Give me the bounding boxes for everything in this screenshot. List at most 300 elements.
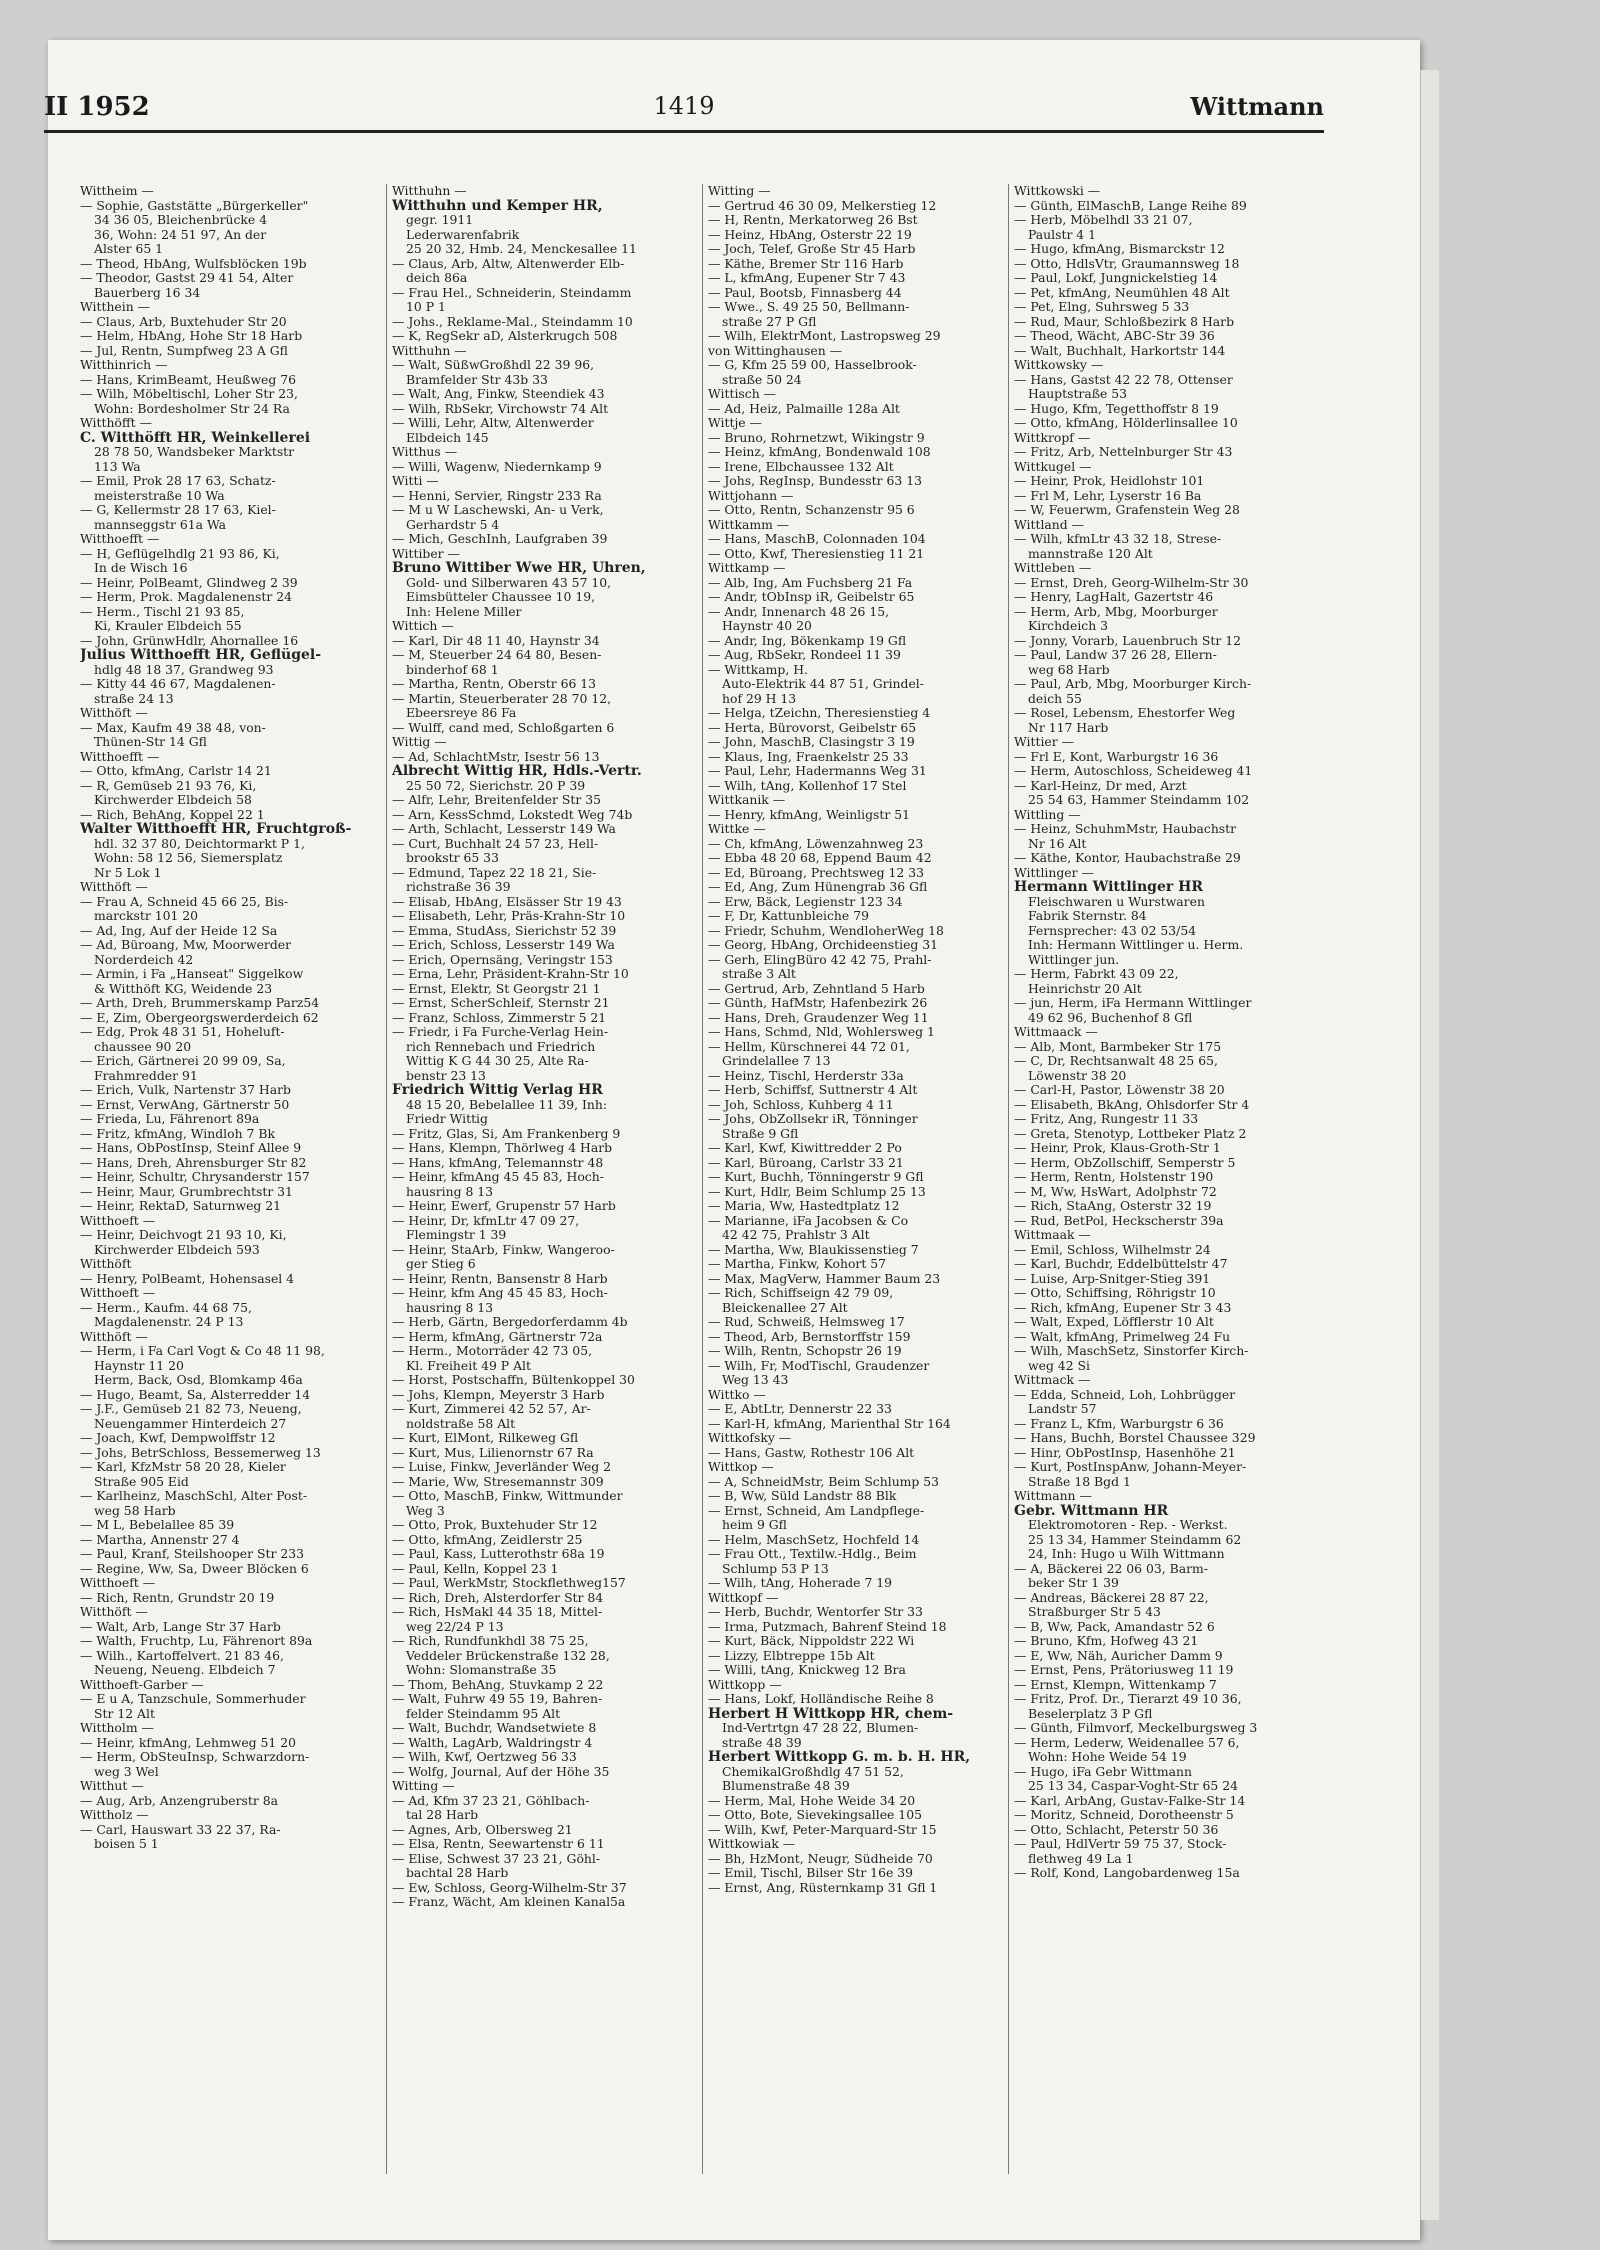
directory-line: Kirchwerder Elbdeich 593 [94,1242,260,1257]
directory-line: — Karl-Heinz, Dr med, Arzt [1014,778,1187,793]
directory-line: meisterstraße 10 Wa [94,488,225,503]
directory-line: — Herm, kfmAng, Gärtnerstr 72a [392,1329,603,1344]
directory-line: Wittiber — [392,546,460,561]
directory-line: — Heinr, StaArb, Finkw, Wangeroo- [392,1242,615,1257]
directory-line: bachtal 28 Harb [406,1866,509,1880]
directory-line: Witti — [392,474,439,488]
directory-line: — Irene, Elbchaussee 132 Alt [708,459,894,474]
directory-line: — Frl M, Lehr, Lyserstr 16 Ba [1014,488,1202,503]
directory-line: — Arth, Dreh, Brummerskamp Parz54 [80,996,320,1010]
directory-line: — Johs., Reklame-Mal., Steindamm 10 [392,314,633,329]
directory-line: — Walt, Arb, Lange Str 37 Harb [80,1619,281,1634]
directory-line: — Heinz, HbAng, Osterstr 22 19 [708,227,912,242]
directory-line: — Henry, kfmAng, Weinligstr 51 [708,807,911,822]
directory-line: — Paul, WerkMstr, Stockflethweg157 [392,1576,626,1590]
directory-line: — Herm., Tischl 21 93 85, [80,604,245,619]
directory-line: Neueng, Neueng. Elbdeich 7 [94,1663,276,1677]
directory-line: — Rud, Schweiß, Helmsweg 17 [708,1315,905,1329]
directory-line: — Rich, BehAng, Koppel 22 1 [80,807,265,822]
directory-line: — Karl, Büroang, Carlstr 33 21 [708,1155,904,1170]
directory-line: Wittkropf — [1014,430,1091,445]
directory-line: — Elisabeth, BkAng, Ohlsdorfer Str 4 [1014,1097,1250,1112]
directory-line: hdlg 48 18 37, Grandweg 93 [94,662,274,677]
directory-line: Witthöfft — [80,416,152,430]
directory-line: 25 54 63, Hammer Steindamm 102 [1028,793,1250,807]
directory-line: Frahmredder 91 [94,1068,198,1083]
directory-line: Grindelallee 7 13 [722,1054,831,1068]
directory-line: — M, Ww, HsWart, Adolphstr 72 [1014,1184,1217,1199]
directory-line: — Frl E, Kont, Warburgstr 16 36 [1014,749,1219,764]
directory-line: — Friedr, i Fa Furche-Verlag Hein- [392,1025,609,1039]
directory-line: — Herm, Prok. Magdalenenstr 24 [80,590,293,604]
directory-line: deich 55 [1028,691,1082,706]
directory-line: — jun, Herm, iFa Hermann Wittlinger [1014,996,1252,1010]
directory-line: Straße 9 Gfl [722,1126,799,1141]
directory-line: — Günth, ElMaschB, Lange Reihe 89 [1014,198,1247,213]
directory-line: Wittkamp — [708,561,786,575]
directory-line: — B, Ww, Süld Landstr 88 Blk [708,1489,897,1503]
directory-line: — Ebba 48 20 68, Eppend Baum 42 [708,851,932,865]
directory-line: hdl. 32 37 80, Deichtormarkt P 1, [94,836,305,851]
directory-line: — G, Kfm 25 59 00, Hasselbrook- [708,358,917,372]
directory-line: Weg 13 43 [722,1373,789,1387]
directory-line: beker Str 1 39 [1028,1576,1119,1590]
directory-line: — Gertrud, Arb, Zehntland 5 Harb [708,981,925,996]
directory-line: — Aug, Arb, Anzengruberstr 8a [80,1793,279,1808]
directory-line: — Herm, Mal, Hohe Weide 34 20 [708,1793,916,1808]
directory-line: — Walt, kfmAng, Primelweg 24 Fu [1014,1329,1231,1344]
directory-line: — Andr, tObInsp iR, Geibelstr 65 [708,590,915,604]
directory-line: Witting — [708,184,771,198]
directory-line: Bramfelder Str 43b 33 [406,372,548,387]
directory-line: — Wittkamp, H. [708,662,808,677]
directory-line: 28 78 50, Wandsbeker Marktstr [94,445,295,459]
directory-line: — Herb, Buchdr, Wentorfer Str 33 [708,1605,923,1619]
directory-line: Wittmaack — [1014,1025,1098,1039]
directory-line: — Andr, Ing, Bökenkamp 19 Gfl [708,633,907,648]
directory-line: weg 3 Wel [94,1764,159,1779]
directory-line: Wittig — [392,735,447,749]
directory-line: Witthoeft — [80,1286,156,1300]
directory-line: — Karl, Buchdr, Eddelbüttelstr 47 [1014,1257,1228,1271]
directory-line: hof 29 H 13 [722,691,797,706]
directory-line: — Kurt, Buchh, Tönningerstr 9 Gfl [708,1170,924,1184]
directory-line: Wittje — [708,416,762,430]
directory-line: — Bh, HzMont, Neugr, Südheide 70 [708,1851,933,1866]
directory-line: Alster 65 1 [94,242,164,256]
directory-line: — Paul, Arb, Mbg, Moorburger Kirch- [1014,677,1252,691]
directory-line: — Irma, Putzmach, Bahrenf Steind 18 [708,1619,947,1634]
directory-line: — Herb, Möbelhdl 33 21 07, [1014,213,1193,227]
directory-line: — Hans, Gastw, Rothestr 106 Alt [708,1445,915,1460]
directory-line: Herbert H Wittkopp HR, chem- [708,1706,954,1721]
directory-line: brookstr 65 33 [406,851,499,865]
directory-line: — Jul, Rentn, Sumpfweg 23 A Gfl [80,343,288,358]
directory-line: Straße 18 Bgd 1 [1028,1474,1131,1489]
directory-line: — Johs, ObZollsekr iR, Tönninger [708,1112,918,1126]
directory-line: Elektromotoren - Rep. - Werkst. [1028,1518,1228,1532]
directory-line: Haynstr 11 20 [94,1358,184,1373]
directory-line: Witthuhn — [392,184,467,198]
directory-line: — Alb, Ing, Am Fuchsberg 21 Fa [708,575,913,590]
directory-line: — Andreas, Bäckerei 28 87 22, [1014,1590,1209,1605]
directory-line: — Herm, ObSteuInsp, Schwarzdorn- [80,1750,310,1764]
directory-line: — Rosel, Lebensm, Ehestorfer Weg [1014,706,1236,720]
directory-line: — Erich, Vulk, Nartenstr 37 Harb [80,1083,291,1097]
directory-line: heim 9 Gfl [722,1518,787,1532]
directory-line: — Kurt, PostInspAnw, Johann-Meyer- [1014,1460,1247,1474]
directory-line: deich 86a [406,271,468,285]
directory-line: — Heinr, kfmAng 45 45 83, Hoch- [392,1170,604,1184]
directory-line: — Otto, Kwf, Theresienstieg 11 21 [708,546,925,561]
directory-line: Witthut — [80,1779,144,1793]
page-header [44,92,1324,136]
directory-line: — Ernst, Ang, Rüsternkamp 31 Gfl 1 [708,1880,938,1895]
directory-line: Inh: Hermann Wittlinger u. Herm. [1028,938,1244,952]
directory-line: — Rich, HsMakl 44 35 18, Mittel- [392,1605,603,1619]
directory-line: — M, Steuerber 24 64 80, Besen- [392,648,602,662]
directory-line: — Alfr, Lehr, Breitenfelder Str 35 [392,793,601,807]
directory-line: 48 15 20, Bebelallee 11 39, Inh: [406,1097,608,1112]
directory-line: Bauerberg 16 34 [94,285,201,300]
directory-line: Wohn: Hohe Weide 54 19 [1028,1750,1187,1764]
directory-line: Wittkowski — [1014,184,1101,198]
directory-line: Veddeler Brückenstraße 132 28, [406,1648,610,1663]
directory-line: Inh: Helene Miller [406,604,522,619]
directory-line: — M u W Laschewski, An- u Verk, [392,503,604,517]
directory-line: — Herm, Autoschloss, Scheideweg 41 [1014,764,1253,778]
directory-line: — Herta, Bürovorst, Geibelstr 65 [708,720,917,735]
directory-line: Wittisch — [708,387,777,401]
directory-line: Kirchdeich 3 [1028,619,1109,633]
directory-line: Blumenstraße 48 39 [722,1779,850,1793]
directory-line: Witthoefft — [80,532,160,546]
directory-line: 25 13 34, Hammer Steindamm 62 [1028,1532,1242,1547]
directory-line: — E, Zim, Obergeorgswerderdeich 62 [80,1010,319,1025]
directory-line: — Wilh, Kwf, Oertzweg 56 33 [392,1750,577,1764]
directory-line: — Walt, Exped, Löfflerstr 10 Alt [1014,1315,1214,1329]
directory-line: von Wittinghausen — [708,343,843,358]
directory-line: Wittlinger jun. [1028,952,1120,967]
directory-line: — Wilh, MaschSetz, Sinstorfer Kirch- [1014,1344,1249,1358]
directory-line: — Wilh, tAng, Kollenhof 17 Stel [708,778,907,793]
directory-line: — Johs, BetrSchloss, Bessemerweg 13 [80,1445,321,1460]
directory-line: Kirchwerder Elbdeich 58 [94,793,252,807]
directory-line: — Otto, Schlacht, Peterstr 50 36 [1014,1822,1219,1837]
directory-line: — Fritz, Prof. Dr., Tierarzt 49 10 36, [1014,1692,1242,1706]
directory-line: Witthoeft-Garber — [80,1677,204,1692]
directory-line: weg 58 Harb [94,1503,176,1518]
directory-line: — Henry, LagHalt, Gazertstr 46 [1014,590,1214,604]
directory-line: — Ad, SchlachtMstr, Isestr 56 13 [392,749,600,764]
directory-line: — E u A, Tanzschule, Sommerhuder [80,1692,306,1706]
directory-line: — Ch, kfmAng, Löwenzahnweg 23 [708,836,924,851]
directory-line: — Walt, Ang, Finkw, Steendiek 43 [392,387,605,401]
directory-line: binderhof 68 1 [406,662,499,677]
directory-line: Ki, Krauler Elbdeich 55 [94,619,242,633]
directory-line: Wittkamm — [708,517,790,532]
directory-line: Wittkowiak — [708,1837,796,1851]
directory-line: Hermann Wittlinger HR [1014,880,1203,895]
directory-line: — Theodor, Gastst 29 41 54, Alter [80,271,294,285]
directory-line: — Frau Ott., Textilw.-Hdlg., Beim [708,1547,917,1561]
directory-line: Albrecht Wittig HR, Hdls.-Vertr. [392,764,642,779]
directory-line: tal 28 Harb [406,1808,479,1822]
directory-line: — Hans, Klempn, Thörlweg 4 Harb [392,1141,613,1155]
column-divider [386,184,387,2174]
directory-line: — Heinr, Ewerf, Grupenstr 57 Harb [392,1199,616,1213]
directory-line: — Carl, Hauswart 33 22 37, Ra- [80,1822,281,1837]
directory-line: — Kurt, Mus, Lilienornstr 67 Ra [392,1445,594,1460]
directory-line: straße 50 24 [722,372,802,387]
directory-line: — Henry, PolBeamt, Hohensasel 4 [80,1271,295,1286]
directory-line: — Erich, Schloss, Lesserstr 149 Wa [392,938,615,952]
directory-line: — Helga, tZeichn, Theresienstieg 4 [708,706,931,720]
directory-line: — B, Ww, Pack, Amandastr 52 6 [1014,1619,1215,1634]
directory-line: — Paul, Kass, Lutterothstr 68a 19 [392,1547,605,1561]
directory-line: — H, Geflügelhdlg 21 93 86, Ki, [80,546,280,561]
page-number: 1419 [653,92,715,120]
directory-line: Witthöft — [80,880,148,894]
directory-line: Nr 16 Alt [1028,836,1087,851]
directory-line: — Wilh, Rentn, Schopstr 26 19 [708,1344,902,1358]
directory-line: — Luise, Arp-Snitger-Stieg 391 [1014,1271,1211,1286]
directory-line: — Heinr, Schultr, Chrysanderstr 157 [80,1170,310,1184]
directory-line: straße 48 39 [722,1735,802,1750]
directory-line: Wittkugel — [1014,459,1092,474]
directory-line: — Karlheinz, MaschSchl, Alter Post- [80,1489,308,1503]
directory-line: — Jonny, Vorarb, Lauenbruch Str 12 [1014,633,1241,648]
directory-line: — Wilh, ElektrMont, Lastropsweg 29 [708,329,941,343]
directory-line: — Georg, HbAng, Orchideenstieg 31 [708,938,939,952]
directory-line: — Paul, HdlVertr 59 75 37, Stock- [1014,1837,1227,1851]
directory-line: — Sophie, Gaststätte „Bürgerkeller" [80,198,309,213]
directory-line: — Erich, Gärtnerei 20 99 09, Sa, [80,1054,286,1068]
directory-line: — G, Kellermstr 28 17 63, Kiel- [80,503,276,517]
directory-line: — Gerh, ElingBüro 42 42 75, Prahl- [708,952,932,967]
directory-line: — Frau A, Schneid 45 66 25, Bis- [80,894,289,909]
directory-line: Wittholz — [80,1808,149,1822]
directory-line: Flemingstr 1 39 [406,1228,507,1242]
directory-line: — Fritz, Arb, Nettelnburger Str 43 [1014,445,1233,459]
directory-line: — Curt, Buchhalt 24 57 23, Hell- [392,836,599,851]
directory-line: Haynstr 40 20 [722,619,812,633]
directory-line: — Herm., Motorräder 42 73 05, [392,1344,593,1358]
directory-line: — Ed, Ang, Zum Hünengrab 36 Gfl [708,880,928,894]
directory-line: Löwenstr 38 20 [1028,1068,1127,1083]
directory-line: — Walth, Fruchtp, Lu, Fährenort 89a [80,1634,313,1648]
edition-label: II 1952 [44,92,150,122]
directory-line: Witthoeft — [80,1576,156,1590]
directory-line: — Heinr, kfm Ang 45 45 83, Hoch- [392,1286,608,1300]
directory-line: — Walt, Buchdr, Wandsetwiete 8 [392,1721,597,1735]
directory-line: ChemikalGroßhdlg 47 51 52, [722,1764,904,1779]
directory-line: — Karl, KfzMstr 58 20 28, Kieler [80,1460,286,1474]
directory-line: flethweg 49 La 1 [1028,1851,1134,1866]
directory-line: — C, Dr, Rechtsanwalt 48 25 65, [1014,1054,1218,1068]
directory-line: Fleischwaren u Wurstwaren [1028,894,1205,909]
directory-line: weg 42 Si [1028,1358,1090,1373]
directory-line: 36, Wohn: 24 51 97, An der [94,227,267,242]
directory-line: — Arn, KessSchmd, Lokstedt Weg 74b [392,807,633,822]
directory-line: — Frau Hel., Schneiderin, Steindamm [392,285,632,300]
directory-line: Fernsprecher: 43 02 53/54 [1028,923,1197,938]
directory-line: — Otto, kfmAng, Hölderlinsallee 10 [1014,416,1238,430]
directory-line: — Walt, SüßwGroßhdl 22 39 96, [392,358,595,372]
column-divider [702,184,703,2174]
directory-line: Straßburger Str 5 43 [1028,1605,1161,1619]
directory-line: — Ernst, Elektr, St Georgstr 21 1 [392,981,601,996]
directory-line: straße 3 Alt [722,967,796,981]
directory-line: Wittheim — [80,184,154,198]
directory-line: & Witthöft KG, Weidende 23 [94,981,273,996]
directory-line: — Martha, Ww, Blaukissenstieg 7 [708,1242,919,1257]
directory-line: — Erich, Opernsäng, Veringstr 153 [392,952,613,967]
directory-line: — Fritz, kfmAng, Windloh 7 Bk [80,1126,275,1141]
directory-line: — Otto, kfmAng, Zeidlerstr 25 [392,1532,583,1547]
directory-line: — Heinr, kfmAng, Lehmweg 51 20 [80,1735,297,1750]
directory-line: 49 62 96, Buchenhof 8 Gfl [1028,1010,1193,1025]
directory-line: Wohn: Bordesholmer Str 24 Ra [94,401,290,416]
directory-line: — Heinr, RektaD, Saturnweg 21 [80,1199,282,1213]
directory-line: — Otto, Schiffsing, Röhrigstr 10 [1014,1286,1216,1300]
directory-line: — Joach, Kwf, Dempwolffstr 12 [80,1431,276,1445]
directory-line: Witthuhn — [392,343,467,358]
directory-line: Gold- und Silberwaren 43 57 10, [406,575,612,590]
directory-line: — Martha, Rentn, Oberstr 66 13 [392,677,597,691]
directory-line: — Rich, Rentn, Grundstr 20 19 [80,1590,275,1605]
directory-line: — Emil, Prok 28 17 63, Schatz- [80,474,276,488]
directory-line: Ebeersreye 86 Fa [406,706,517,720]
directory-line: — Emma, StudAss, Sierichstr 52 39 [392,923,617,938]
page-edge [1420,70,1439,2220]
directory-line: — H, Rentn, Merkatorweg 26 Bst [708,213,918,227]
directory-line: — Heinr, Deichvogt 21 93 10, Ki, [80,1228,287,1242]
directory-line: hausring 8 13 [406,1300,494,1315]
directory-line: — Carl-H, Pastor, Löwenstr 38 20 [1014,1083,1225,1097]
directory-line: — Erw, Bäck, Legienstr 123 34 [708,894,903,909]
directory-line: — Rich, Rundfunkhdl 38 75 25, [392,1634,589,1648]
directory-line: — Arth, Schlacht, Lesserstr 149 Wa [392,822,616,836]
directory-line: — Herm, Rentn, Holstenstr 190 [1014,1170,1214,1184]
directory-line: — Herm., Kaufm. 44 68 75, [80,1300,252,1315]
directory-line: — Moritz, Schneid, Dorotheenstr 5 [1014,1808,1234,1822]
directory-line: gegr. 1911 [406,213,474,227]
directory-line: Witting — [392,1779,455,1793]
directory-line: — Henni, Servier, Ringstr 233 Ra [392,488,602,503]
directory-line: Wittmack — [1014,1373,1091,1387]
directory-line: — Aug, RbSekr, Rondeel 11 39 [708,648,901,662]
directory-line: — Rich, StaAng, Osterstr 32 19 [1014,1199,1212,1213]
directory-line: — Rud, Maur, Schloßbezirk 8 Harb [1014,314,1235,329]
directory-line: Nr 5 Lok 1 [94,865,162,880]
directory-line: — Emil, Tischl, Bilser Str 16e 39 [708,1866,913,1880]
directory-line: — Hinr, ObPostInsp, Hasenhöhe 21 [1014,1445,1236,1460]
directory-line: — Karl, Kwf, Kiwittredder 2 Po [708,1141,902,1155]
directory-line: 42 42 75, Prahlstr 3 Alt [722,1228,870,1242]
directory-line: ger Stieg 6 [406,1257,476,1271]
directory-line: straße 27 P Gfl [722,314,817,329]
directory-line: — Paul, Lehr, Hadermanns Weg 31 [708,764,927,778]
directory-line: — Lizzy, Elbtreppe 15b Alt [708,1648,875,1663]
directory-line: Str 12 Alt [94,1706,155,1721]
directory-line: noldstraße 58 Alt [406,1416,516,1431]
directory-line: — R, Gemüseb 21 93 76, Ki, [80,778,257,793]
directory-line: felder Steindamm 95 Alt [406,1706,561,1721]
directory-line: Witthinrich — [80,358,168,372]
directory-line: — Hans, MaschB, Colonnaden 104 [708,532,926,546]
directory-line: Wittkopf — [708,1590,779,1605]
directory-line: 25 13 34, Caspar-Voght-Str 65 24 [1028,1779,1238,1793]
directory-line: — Fritz, Ang, Rungestr 11 33 [1014,1112,1199,1126]
directory-line: — M L, Bebelallee 85 39 [80,1518,235,1532]
directory-line: Weg 3 [406,1503,445,1518]
directory-line: — Emil, Schloss, Wilhelmstr 24 [1014,1242,1211,1257]
directory-line: — Edmund, Tapez 22 18 21, Sie- [392,865,597,880]
directory-line: — Alb, Mont, Barmbeker Str 175 [1014,1039,1222,1054]
directory-line: Neuengammer Hinterdeich 27 [94,1416,287,1431]
directory-line: — Kurt, ElMont, Rilkeweg Gfl [392,1431,579,1445]
directory-line: — Joch, Telef, Große Str 45 Harb [708,242,916,256]
directory-line: — Mich, GeschInh, Laufgraben 39 [392,532,608,546]
column-3 [708,184,1024,2174]
directory-line: — Franz, Wächt, Am kleinen Kanal5a [392,1895,626,1909]
directory-line: — Kurt, Zimmerei 42 52 57, Ar- [392,1402,591,1416]
directory-line: Witthöft — [80,706,148,720]
directory-line: — Klaus, Ing, Fraenkelstr 25 33 [708,749,909,764]
directory-line: — Marie, Ww, Stresemannstr 309 [392,1474,604,1489]
directory-line: Wittig K G 44 30 25, Alte Ra- [406,1054,589,1068]
directory-line: Wittkowsky — [1014,358,1104,372]
directory-line: Witthöft [80,1257,132,1271]
directory-line: — Ernst, ScherSchleif, Sternstr 21 [392,996,610,1010]
directory-line: Wittlinger — [1014,865,1094,880]
directory-line: — Ad, Ing, Auf der Heide 12 Sa [80,923,278,938]
directory-line: — Heinr, PolBeamt, Glindweg 2 39 [80,575,298,590]
directory-line: — Rolf, Kond, Langobardenweg 15a [1014,1866,1240,1880]
directory-line: — Claus, Arb, Buxtehuder Str 20 [80,314,287,329]
directory-line: Wittier — [1014,735,1074,749]
directory-line: In de Wisch 16 [94,561,188,575]
directory-line: — Hugo, Kfm, Tegetthoffstr 8 19 [1014,401,1219,416]
directory-line: — Johs, Klempn, Meyerstr 3 Harb [392,1387,605,1402]
directory-line: Wittkopp — [708,1677,782,1692]
directory-line: — Max, MagVerw, Hammer Baum 23 [708,1271,941,1286]
directory-line: — Otto, HdlsVtr, Graumannsweg 18 [1014,256,1240,271]
directory-line: — Rich, Schiffseign 42 79 09, [708,1286,894,1300]
directory-line: Witthöft — [80,1605,148,1619]
directory-line: — K, RegSekr aD, Alsterkrugch 508 [392,329,618,343]
directory-line: C. Witthöfft HR, Weinkellerei [80,430,311,445]
directory-line: — Heinr, Rentn, Bansenstr 8 Harb [392,1271,608,1286]
directory-line: Landstr 57 [1028,1402,1097,1416]
directory-line: — Theod, HbAng, Wulfsblöcken 19b [80,256,307,271]
directory-line: Wohn: Slomanstraße 35 [406,1663,557,1677]
directory-line: Bleickenallee 27 Alt [722,1300,848,1315]
directory-line: — Luise, Finkw, Jeverländer Weg 2 [392,1460,611,1474]
directory-line: Wittholm — [80,1721,154,1735]
directory-line: Lederwarenfabrik [406,227,520,242]
directory-line: — Andr, Innenarch 48 26 15, [708,604,890,619]
directory-line: — F, Dr, Kattunbleiche 79 [708,909,869,923]
directory-line: — Käthe, Kontor, Haubachstraße 29 [1014,851,1241,865]
directory-line: — Paul, Kranf, Steilshooper Str 233 [80,1547,304,1561]
directory-line: — W, Feuerwm, Grafenstein Weg 28 [1014,503,1240,517]
directory-line: — Kurt, Bäck, Nippoldstr 222 Wi [708,1634,915,1648]
directory-line: — Walt, Fuhrw 49 55 19, Bahren- [392,1692,603,1706]
directory-line: — Wilh, kfmLtr 43 32 18, Strese- [1014,532,1222,546]
directory-line: — Otto, Prok, Buxtehuder Str 12 [392,1518,598,1532]
